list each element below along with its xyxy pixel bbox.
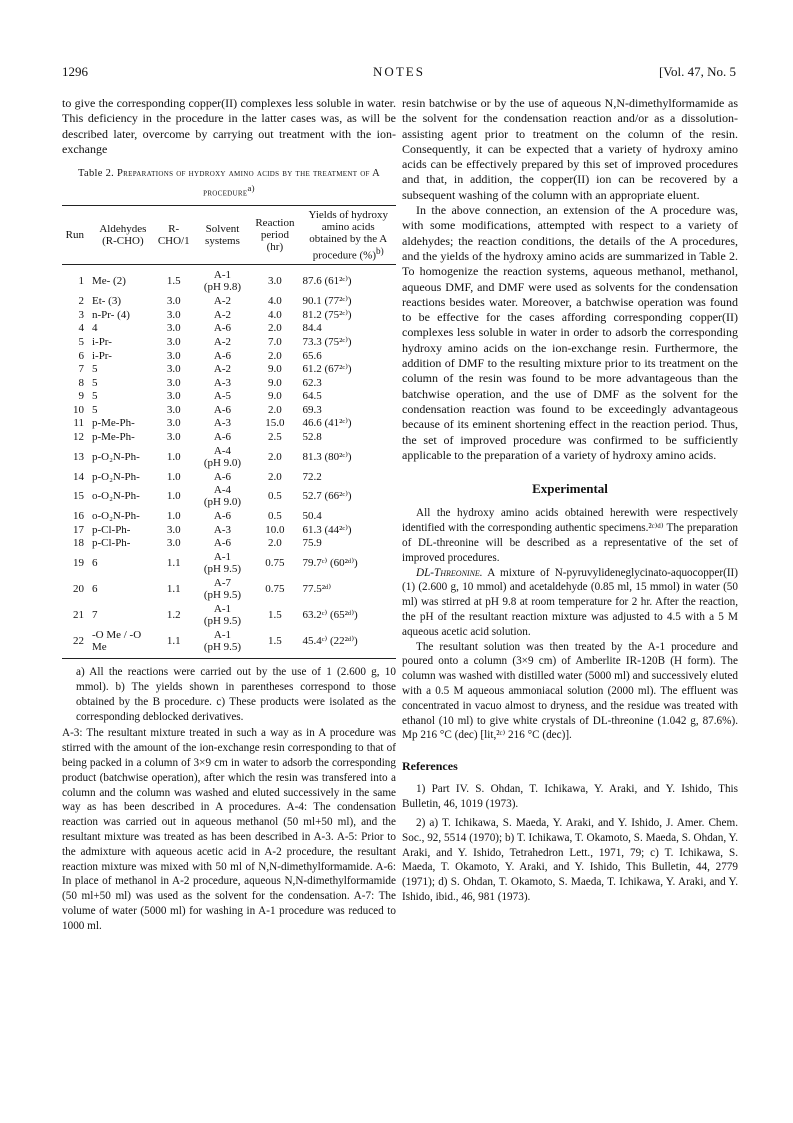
table-label: Table 2.: [78, 168, 115, 180]
cell-ratio: 3.0: [166, 295, 181, 308]
procedure-details: A-3: The resultant mixture treated in such a way as in A procedure was stirred with the amount of the ion-exchange resin corresponding to that of being packed in a column of 3×9 cm in water to adsorb the corresponding product (batchwise operation), after which the resin was transfered into a column and the column was washed and eluted successively in the same way as has been described in A procedures. A-4: The condensation reaction was carried out in aqueous methanol (50 ml+50 ml), and the resultant mixture was treated as has been described in A-3. A-5: Prior to the admixture with aqueous acetic acid in A-2 procedure, the resultant reaction mixture was mixed with 50 ml of N,N-dimethylformamide. A-6: In place of methanol in A-2 procedure, aqueous N,N-dimethylformamide (50 ml+50 ml) was used as the solvent for the condensation. A-7: The volume of water (5000 ml) for washing in A-1 procedure was reduced to 1000 ml.: [62, 727, 396, 932]
cell-aldehyde: 7: [91, 609, 98, 622]
table-body: [62, 265, 396, 659]
table-row: [62, 550, 396, 576]
cell-solvent: A-6: [213, 403, 232, 416]
cell-aldehyde: o-O₂N-Ph-: [91, 490, 140, 503]
cell-period: 0.5: [268, 490, 282, 503]
cell-aldehyde: p-Me-Ph-: [91, 431, 135, 444]
cell-yield: 87.6 (61²ᶜ⁾): [302, 275, 352, 288]
cell-yield: 90.1 (77²ᶜ⁾): [302, 295, 352, 308]
cell-solvent-system: A-4: [213, 484, 232, 497]
cell-period: 0.5: [268, 510, 282, 523]
cell-aldehyde: i-Pr-: [91, 335, 112, 348]
table-row: [62, 294, 396, 308]
yields-table: [62, 205, 396, 660]
cell-yield: 79.7ᶜ⁾ (60²ᵈ⁾): [302, 557, 358, 570]
table-caption: [62, 167, 396, 201]
experimental-section: [402, 506, 738, 743]
cell-solvent-ph: (pH 9.5): [203, 563, 242, 576]
cell-solvent: A-3: [213, 376, 232, 389]
cell-yield: 45.4ᶜ⁾ (22²ᵈ⁾): [302, 635, 358, 648]
volume-label: [Vol. 47, No. 5: [658, 64, 736, 79]
table-row: [62, 470, 396, 484]
reference-2: 2) a) T. Ichikawa, S. Maeda, Y. Araki, and Y. Ishido, J. Amer. Chem. Soc., 92, 5514 (1970); b) T. Ichikawa, T. Okamoto, S. Maeda, S. Ohdan, Y. Araki, and Y. Ishido, Tetrahedron Lett., 1971, 79; c) T. Ichikawa, S. Maeda, T. Okamoto, Y. Araki, and Y. Ishido, This Bulletin, 44, 2779 (1971); d) S. Ohdan, T. Okamoto, S. Maeda, T. Ichikawa, Y. Araki, and Y. Ishido, ibid., 46, 981 (1973).: [402, 817, 738, 904]
cell-run: 7: [78, 363, 84, 376]
table-footnote-text: a) All the reactions were carried out by the use of 1 (2.600 g, 10 mmol). b) The yields shown in parentheses correspond to those obtained by the B procedure. c) These products were isolated as the corresponding deblocked derivatives.: [76, 666, 396, 723]
header-yield-note: b): [376, 245, 384, 256]
cell-solvent: [192, 628, 254, 659]
table-row: [62, 265, 396, 295]
cell-yield: 73.3 (75²ᶜ⁾): [302, 335, 352, 348]
cell-yield: 61.3 (44²ᶜ⁾): [302, 523, 352, 536]
cell-run: 21: [72, 609, 84, 622]
cell-yield: 61.2 (67²ᶜ⁾): [302, 363, 352, 376]
table-title: Preparations of hydroxy amino acids by the treatment of A procedure: [117, 168, 380, 199]
cell-yield: 72.2: [302, 470, 322, 483]
cell-run: 20: [72, 583, 84, 596]
cell-run: 5: [78, 335, 84, 348]
cell-aldehyde: p-O₂N-Ph-: [91, 450, 140, 463]
table-row: [62, 417, 396, 431]
page-header: [62, 64, 736, 82]
table-row: [62, 308, 396, 322]
cell-aldehyde: 5: [91, 363, 98, 376]
cell-solvent: [192, 576, 254, 602]
cell-period: 2.0: [268, 349, 282, 362]
right-column: [402, 96, 738, 905]
table-row: [62, 403, 396, 417]
page-number: 1296: [62, 64, 88, 79]
cell-run: 22: [72, 635, 84, 648]
cell-solvent-system: A-1: [213, 629, 232, 642]
cell-ratio: 3.0: [166, 403, 181, 416]
cell-period: 3.0: [268, 275, 282, 288]
cell-solvent-system: A-7: [213, 577, 232, 590]
cell-period: 10.0: [265, 523, 285, 536]
cell-aldehyde: 5: [91, 376, 98, 389]
cell-aldehyde: o-O₂N-Ph-: [91, 510, 140, 523]
cell-solvent: A-3: [213, 417, 232, 430]
table-header-row: [62, 205, 396, 265]
cell-aldehyde: n-Pr- (4): [91, 308, 130, 321]
cell-ratio: 3.0: [166, 417, 181, 430]
cell-aldehyde: i-Pr-: [91, 349, 112, 362]
table-row: [62, 576, 396, 602]
cell-yield: 77.5²ᵈ⁾: [302, 583, 332, 596]
cell-solvent-ph: (pH 9.5): [203, 615, 242, 628]
cell-period: 4.0: [268, 308, 282, 321]
cell-run: 1: [78, 275, 84, 288]
left-column: [62, 96, 396, 934]
cell-yield: 52.8: [302, 431, 322, 444]
cell-run: 6: [78, 349, 84, 362]
cell-solvent-system: A-1: [213, 269, 232, 282]
cell-yield: 81.3 (80²ᶜ⁾): [302, 450, 352, 463]
threonine-procedure: A mixture of N-pyruvylideneglycinato-aquocopper(II) (1) (2.600 g, 10 mmol) and acetaldehyde (0.85 ml, 15 mmol) in water (50 ml) was stirred at pH 9.8 at room temperature for 2 hr. After the reaction, the pH of the resultant reaction mixture was adjusted to 4.5 with a 5 M aqueous acetic acid solution.: [402, 566, 738, 638]
cell-solvent: [192, 444, 254, 470]
cell-period: 4.0: [268, 295, 282, 308]
cell-solvent: A-2: [213, 335, 232, 348]
cell-ratio: 3.0: [166, 523, 181, 536]
table-row: [62, 523, 396, 537]
cell-yield: 62.3: [302, 376, 322, 389]
cell-solvent-system: A-4: [213, 444, 232, 457]
cell-period: 2.5: [268, 431, 282, 444]
cell-run: 8: [78, 376, 84, 389]
cell-yield: 63.2ᶜ⁾ (65²ᵈ⁾): [302, 609, 358, 622]
cell-solvent-ph: (pH 9.8): [203, 281, 242, 294]
cell-period: 2.0: [268, 537, 282, 550]
cell-yield: 64.5: [302, 390, 322, 403]
cell-solvent-ph: (pH 9.5): [203, 589, 242, 602]
cell-aldehyde: 5: [91, 403, 98, 416]
cell-aldehyde: p-Cl-Ph-: [91, 523, 131, 536]
table-row: [62, 349, 396, 363]
cell-ratio: 1.1: [166, 635, 181, 648]
cell-solvent: A-6: [213, 431, 232, 444]
cell-run: 9: [78, 390, 84, 403]
cell-ratio: 1.0: [166, 470, 181, 483]
cell-ratio: 3.0: [166, 537, 181, 550]
table-row: [62, 335, 396, 349]
cell-solvent: [192, 550, 254, 576]
cell-run: 17: [72, 523, 84, 536]
cell-aldehyde: p-O₂N-Ph-: [91, 470, 140, 483]
cell-period: 9.0: [268, 376, 282, 389]
cell-solvent: A-2: [213, 363, 232, 376]
cell-run: 15: [72, 490, 84, 503]
cell-solvent: A-2: [213, 295, 232, 308]
cell-run: 2: [78, 295, 84, 308]
cell-solvent-ph: (pH 9.0): [203, 456, 242, 469]
cell-run: 14: [72, 470, 84, 483]
cell-yield: 75.9: [302, 537, 322, 550]
cell-ratio: 1.2: [166, 609, 181, 622]
experimental-paragraph-1: All the hydroxy amino acids obtained herewith were respectively identified with the corresponding authentic specimens.²ᶜ⁾ᵈ⁾ The preparation of DL-threonine will be described as a representative of the set of improved procedures.: [402, 507, 738, 564]
cell-period: 15.0: [265, 417, 285, 430]
experimental-heading: Experimental: [532, 481, 608, 497]
cell-run: 18: [72, 537, 84, 550]
cell-solvent: A-6: [213, 537, 232, 550]
table-row: [62, 483, 396, 509]
cell-solvent-ph: (pH 9.5): [203, 641, 242, 654]
cell-solvent: A-2: [213, 308, 232, 321]
cell-yield: 46.6 (41²ᶜ⁾): [302, 417, 352, 430]
cell-run: 11: [73, 417, 84, 430]
cell-period: 9.0: [268, 390, 282, 403]
table-row: [62, 376, 396, 390]
cell-solvent-system: A-1: [213, 551, 232, 564]
cell-solvent: A-5: [213, 390, 232, 403]
cell-ratio: 1.0: [166, 490, 181, 503]
cell-solvent: [192, 265, 254, 295]
cell-solvent-system: A-1: [213, 603, 232, 616]
reference-1: 1) Part IV. S. Ohdan, T. Ichikawa, Y. Araki, and Y. Ishido, This Bulletin, 46, 1019 (1973).: [402, 783, 738, 811]
cell-period: 1.5: [268, 635, 282, 648]
cell-solvent-ph: (pH 9.0): [203, 496, 242, 509]
table-caption-note: a): [247, 183, 255, 194]
cell-period: 2.0: [268, 403, 282, 416]
cell-aldehyde: -O Me / -O Me: [91, 629, 142, 654]
cell-run: 4: [78, 322, 84, 335]
cell-aldehyde: p-Cl-Ph-: [91, 537, 131, 550]
cell-ratio: 3.0: [166, 390, 181, 403]
cell-aldehyde: 6: [91, 583, 98, 596]
cell-solvent: [192, 483, 254, 509]
header-yield: [296, 205, 396, 265]
header-solvent: Solvent systems: [205, 223, 240, 248]
cell-ratio: 1.1: [166, 583, 181, 596]
cell-period: 2.0: [268, 322, 282, 335]
cell-aldehyde: 6: [91, 557, 98, 570]
cell-run: 3: [78, 308, 84, 321]
header-period: Reaction period (hr): [255, 217, 295, 254]
header-yield-text: Yields of hydroxy amino acids obtained by the A procedure (%): [308, 208, 388, 262]
cell-solvent: A-3: [213, 523, 232, 536]
header-run: Run: [65, 229, 84, 242]
cell-period: 7.0: [268, 335, 282, 348]
cell-ratio: 3.0: [166, 335, 181, 348]
references-heading: References: [402, 759, 458, 774]
table-row: [62, 602, 396, 628]
cell-solvent: A-6: [213, 349, 232, 362]
table-row: [62, 509, 396, 523]
cell-period: 9.0: [268, 363, 282, 376]
cell-ratio: 3.0: [166, 349, 181, 362]
cell-yield: 50.4: [302, 510, 322, 523]
cell-solvent: A-6: [213, 322, 232, 335]
cell-yield: 52.7 (66²ᶜ⁾): [302, 490, 352, 503]
cell-aldehyde: 4: [91, 322, 98, 335]
cell-solvent: A-6: [213, 470, 232, 483]
running-title: NOTES: [373, 64, 425, 79]
cell-ratio: 3.0: [166, 363, 181, 376]
threonine-label: DL-Threonine.: [416, 566, 483, 579]
left-intro-paragraph: to give the corresponding copper(II) complexes less soluble in water. This deficiency in the procedure in the latter cases was, as will be described later, overcome by carrying out treatment with the ion-exchange: [62, 96, 396, 156]
cell-yield: 69.3: [302, 403, 322, 416]
cell-run: 10: [72, 403, 84, 416]
table-row: [62, 362, 396, 376]
cell-yield: 65.6: [302, 349, 322, 362]
cell-run: 19: [72, 557, 84, 570]
cell-period: 2.0: [268, 470, 282, 483]
cell-run: 13: [72, 450, 84, 463]
table-row: [62, 628, 396, 659]
cell-aldehyde: 5: [91, 390, 98, 403]
cell-ratio: 3.0: [166, 431, 181, 444]
cell-yield: 84.4: [302, 322, 322, 335]
right-paragraph-1: resin batchwise or by the use of aqueous N,N-dimethylformamide as the solvent for the condensation reaction and/or as a dissolution-assisting agent prior to treatment on the column of the resin. Consequently, it can be expected that a variety of hydroxy amino acids can be effectively prepared by this set of improved procedures and that, in addition, the copper(II) ion can be recovered by a subsequent washing of the column with an appropriate eluent.: [402, 96, 738, 202]
cell-aldehyde: p-Me-Ph-: [91, 417, 135, 430]
cell-run: 12: [72, 431, 84, 444]
table-row: [62, 390, 396, 404]
cell-period: 1.5: [268, 609, 282, 622]
cell-ratio: 1.0: [166, 450, 181, 463]
experimental-paragraph-3: The resultant solution was then treated by the A-1 procedure and poured onto a column (3×9 cm) of Amberlite IR-120B (H form). The column was washed with distilled water (5000 ml) and successively eluted with a 0.5 M aqueous ammoniacal solution (2000 ml). The effluent was concentrated in vacuo almost to dryness, and the residue was treated with ethanol (10 ml) to give white crystals of DL-threonine (1.042 g, 87.6%). Mp 216 °C (dec) [lit,²ᶜ⁾ 216 °C (dec)].: [402, 640, 738, 742]
cell-period: 2.0: [268, 450, 282, 463]
experimental-paragraph-2: [402, 566, 738, 640]
cell-period: 0.75: [265, 557, 285, 570]
cell-solvent: [192, 602, 254, 628]
table-row: [62, 444, 396, 470]
cell-run: 16: [72, 510, 84, 523]
table-footnotes: [62, 665, 396, 724]
cell-yield: 81.2 (75²ᶜ⁾): [302, 308, 352, 321]
cell-ratio: 1.5: [166, 275, 181, 288]
right-paragraph-2: In the above connection, an extension of the A procedure was, with some modifications, attempted with respect to a variety of aldehydes; the reaction conditions, the details of the A procedures, and the yields of the hydroxy amino acids are summarized in Table 2. To homogenize the reaction systems, aqueous methanol, methanol, aqueous DMF, and DMF were used as solvents for the condensation reactions besides water. Moreover, a batchwise operation was found to be effective for the cases affording corresponding copper(II) complexes less soluble in water in order to adsorb the corresponding hydroxy amino acids on the ion-exchange resin. Furthermore, the addition of DMF to the resulting mixture prior to its treatment on the column of the resin was found to be more advantageous than the batchwise operation, and the use of DMF as the solvent for the condensation reaction was found to be exceedingly advantageous because of its eminent shortening effect in the reaction period. Thus, the set of improved procedure was confirmed to be sufficiently applicable to the preparation of a variety of hydroxy amino acids.: [402, 203, 738, 462]
table-row: [62, 430, 396, 444]
cell-ratio: 3.0: [166, 308, 181, 321]
cell-ratio: 1.1: [166, 557, 181, 570]
cell-ratio: 3.0: [166, 376, 181, 389]
cell-ratio: 1.0: [166, 510, 181, 523]
cell-solvent: A-6: [213, 510, 232, 523]
cell-ratio: 3.0: [166, 322, 181, 335]
header-aldehyde: Aldehydes (R-CHO): [99, 223, 147, 248]
cell-aldehyde: Me- (2): [91, 275, 126, 288]
table-row: [62, 322, 396, 336]
header-ratio: R-CHO/1: [157, 223, 190, 248]
cell-aldehyde: Et- (3): [91, 295, 121, 308]
cell-period: 0.75: [265, 583, 285, 596]
table-row: [62, 537, 396, 551]
